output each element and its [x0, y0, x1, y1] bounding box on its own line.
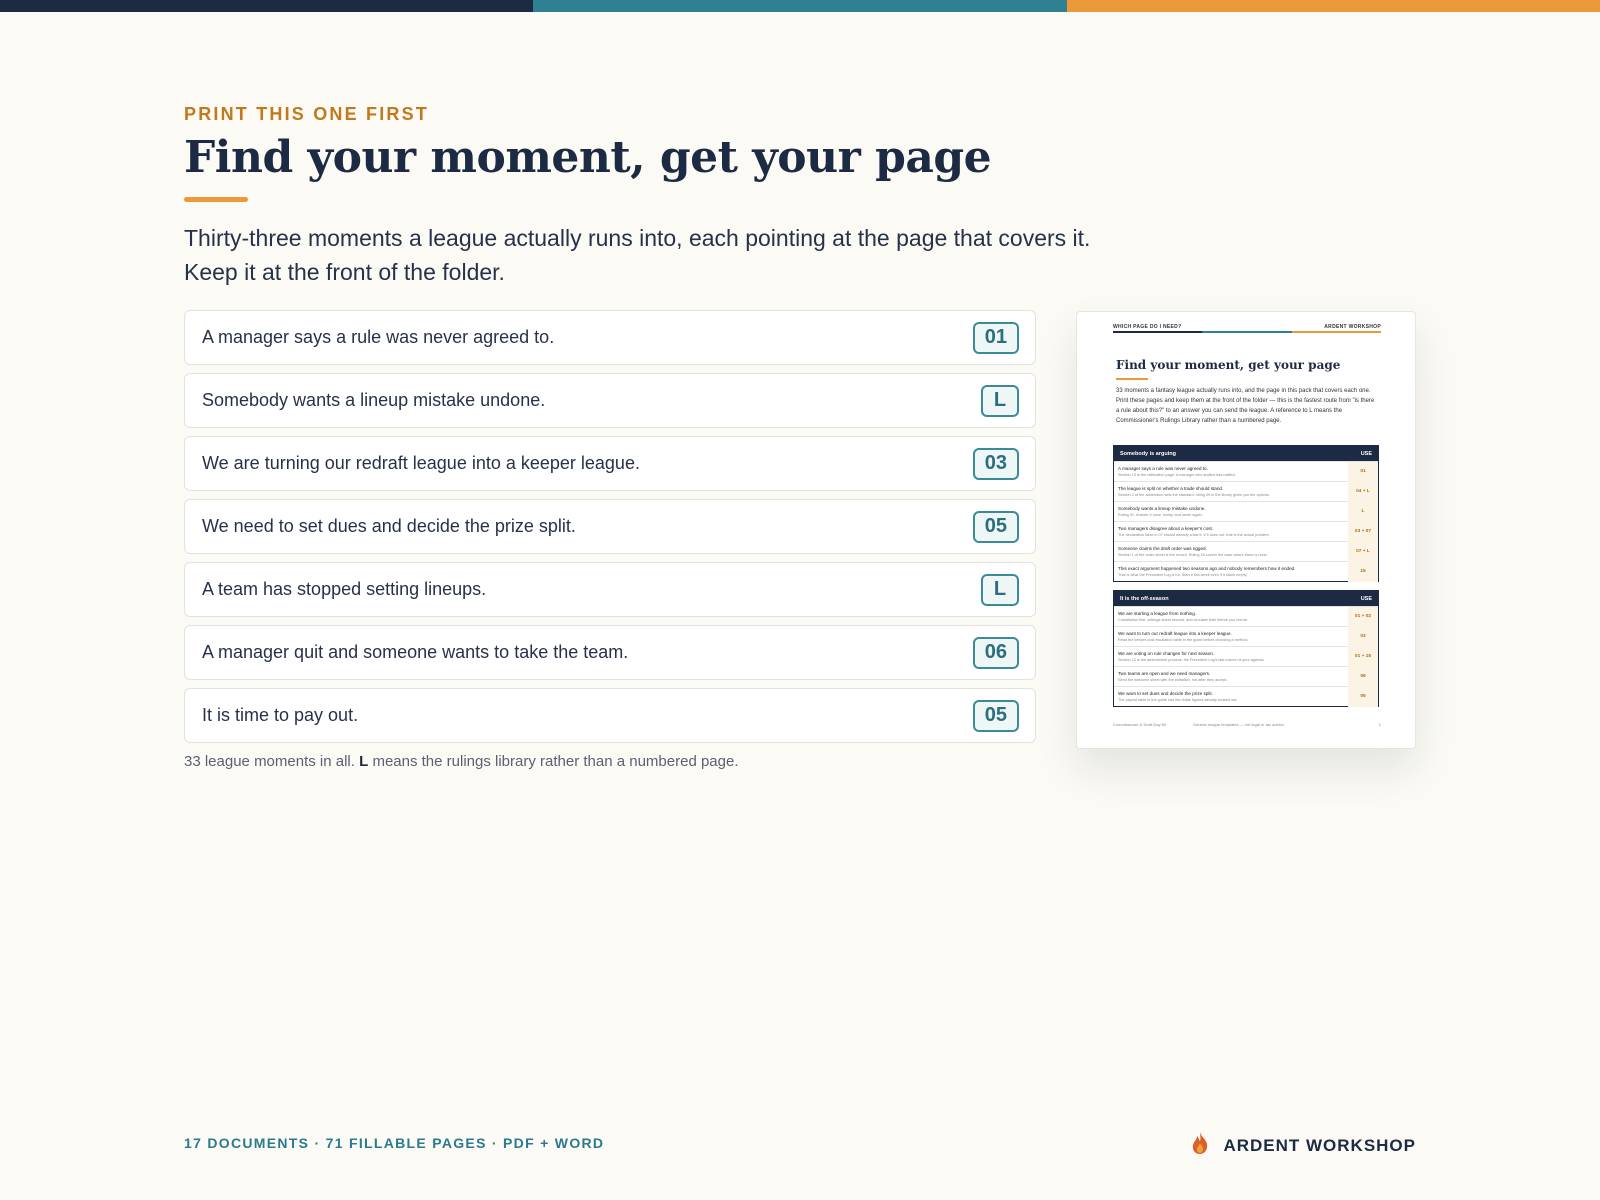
title-underline — [184, 197, 248, 202]
preview-row-use: 01 + 02 — [1348, 607, 1378, 627]
preview-use-label: USE — [1360, 450, 1372, 457]
footnote-prefix: 33 league moments in all. — [184, 753, 355, 770]
table-row — [1114, 481, 1378, 501]
list-footnote — [184, 753, 739, 770]
preview-row-use: 03 + 07 — [1348, 522, 1378, 542]
preview-row-main: Two teams are open and we need managers. — [1118, 671, 1211, 676]
table-row — [1114, 606, 1378, 626]
moments-list — [184, 310, 1036, 751]
moment-text: We need to set dues and decide the prize split. — [202, 516, 576, 536]
page-ref-badge: 05 — [973, 511, 1019, 543]
table-row — [1114, 626, 1378, 646]
preview-row-main: We are starting a league from nothing. — [1118, 611, 1197, 616]
brand-name: ARDENT WORKSHOP — [1223, 1135, 1416, 1155]
table-row — [1114, 541, 1378, 561]
preview-row-main: Two managers disagree about a keeper's cost. — [1118, 526, 1214, 531]
preview-row-sub: The payout table in the guide has the dollar figures already worked out. — [1118, 698, 1238, 702]
preview-row-main: We want to turn our redraft league into a keeper league. — [1118, 631, 1232, 636]
preview-table-arguing — [1113, 445, 1379, 582]
preview-row-sub: Section 2 of the addendum sets the standard; ruling 09 in the library gives you the options. — [1118, 493, 1270, 497]
preview-row-main: We are voting on rule changes for next season. — [1118, 651, 1215, 656]
preview-row-use: 15 — [1348, 562, 1378, 582]
page-title: Find your moment, get your page — [184, 132, 992, 183]
page-ref-badge: L — [981, 385, 1019, 417]
preview-use-label: USE — [1360, 595, 1372, 602]
preview-row-use: 04 + L — [1348, 482, 1378, 502]
preview-title: Find your moment, get your page — [1116, 358, 1341, 372]
preview-row-use: 05 — [1348, 687, 1378, 707]
preview-section-title: It is the off-season — [1120, 595, 1169, 602]
preview-table-heading — [1114, 446, 1378, 461]
moment-text: A manager says a rule was never agreed to. — [202, 327, 555, 347]
page-ref-badge: 05 — [973, 700, 1019, 732]
preview-row-use: 03 — [1348, 627, 1378, 647]
preview-row-sub: Section 12 is the amendment process; the Precedent Log's last column is your agenda. — [1118, 658, 1265, 662]
moment-text: It is time to pay out. — [202, 705, 359, 725]
table-row — [1114, 561, 1378, 581]
preview-row-main: We want to set dues and decide the prize split. — [1118, 691, 1213, 696]
preview-footer-disclaimer: Generic league templates — not legal or tax advice. — [1193, 722, 1285, 727]
list-item — [184, 436, 1036, 491]
footer-document-count: 17 DOCUMENTS · 71 FILLABLE PAGES · PDF + WORD — [184, 1135, 605, 1151]
preview-row-main: Somebody wants a lineup mistake undone. — [1118, 506, 1206, 511]
page-ref-badge: 06 — [973, 637, 1019, 669]
preview-row-use: 01 + 15 — [1348, 647, 1378, 667]
preview-table-heading — [1114, 591, 1378, 606]
preview-row-use: 07 + L — [1348, 542, 1378, 562]
preview-section-title: Somebody is arguing — [1120, 450, 1176, 457]
table-row — [1114, 666, 1378, 686]
preview-row-main: The league is split on whether a trade should stand. — [1118, 486, 1224, 491]
moment-text: Somebody wants a lineup mistake undone. — [202, 390, 546, 410]
intro-line-2: Keep it at the front of the folder. — [184, 259, 505, 285]
brand-lockup — [1189, 1131, 1416, 1160]
intro-line-1: Thirty-three moments a league actually runs into, each pointing at the page that covers it. — [184, 225, 1091, 251]
preview-intro: 33 moments a fantasy league actually runs into, and the page in this pack that covers each one. Print these pages and keep them at the front of the folder — this is the fastest route from "is there a rule about this?" to an answer you can send the league. A reference to L means the Commissioner's Rulings Library rather than a numbered page. — [1116, 388, 1375, 424]
preview-row-sub: The declaration table in 07 should already show it. If it does not, that is the actual problem. — [1118, 533, 1270, 537]
top-color-bar — [0, 0, 1600, 12]
table-row — [1114, 646, 1378, 666]
page-ref-badge: L — [981, 574, 1019, 606]
table-row — [1114, 521, 1378, 541]
page-preview-thumbnail — [1076, 311, 1416, 749]
table-row — [1114, 461, 1378, 481]
preview-table-offseason — [1113, 590, 1379, 707]
footnote-key: L — [359, 753, 369, 770]
preview-row-main: Someone claims the draft order was rigged. — [1118, 546, 1207, 551]
moment-text: We are turning our redraft league into a keeper league. — [202, 453, 640, 473]
preview-row-use: 06 — [1348, 667, 1378, 687]
list-item — [184, 373, 1036, 428]
preview-row-sub: Read the keeper-cost escalation table in the guide before choosing a method. — [1118, 638, 1249, 642]
preview-row-sub: Send the welcome sheet with the invitation, not after they accept. — [1118, 678, 1228, 682]
preview-row-main: A manager says a rule was never agreed to. — [1118, 466, 1208, 471]
preview-color-bar — [1113, 331, 1381, 333]
table-row — [1114, 501, 1378, 521]
preview-footer — [1113, 722, 1381, 727]
preview-row-use: L — [1348, 502, 1378, 522]
preview-title-underline — [1116, 378, 1148, 380]
page-ref-badge: 01 — [973, 322, 1019, 354]
table-row — [1114, 686, 1378, 706]
list-item — [184, 625, 1036, 680]
list-item — [184, 688, 1036, 743]
page-ref-badge: 03 — [973, 448, 1019, 480]
preview-row-sub: Section 13 is the ratification page. A manager who drafted has ratified. — [1118, 473, 1236, 477]
list-item — [184, 499, 1036, 554]
preview-header — [1113, 324, 1381, 330]
eyebrow-label: PRINT THIS ONE FIRST — [184, 104, 430, 124]
preview-row-sub: Section 1 of the order sheet is the record. Ruling 16 covers the case where there is none. — [1118, 553, 1268, 557]
preview-page-number: 1 — [1378, 722, 1381, 727]
preview-row-sub: Ruling 01. Answer it once, kindly, and never again. — [1118, 513, 1203, 517]
list-item — [184, 310, 1036, 365]
intro-text — [184, 221, 1184, 289]
list-item — [184, 562, 1036, 617]
preview-row-main: This exact argument happened two seasons ago and nobody remembers how it ended. — [1118, 566, 1296, 571]
moment-text: A team has stopped setting lineups. — [202, 579, 487, 599]
preview-row-sub: That is what the Precedent Log is for. Start it this week even if it starts empty. — [1118, 573, 1248, 577]
preview-row-sub: Constitution first, settings sheet second, and circulate both before you recruit. — [1118, 618, 1248, 622]
footnote-suffix: means the rulings library rather than a numbered page. — [372, 753, 739, 770]
moment-text: A manager quit and someone wants to take the team. — [202, 642, 629, 662]
preview-top-right: ARDENT WORKSHOP — [1324, 324, 1381, 330]
preview-footer-left: Commissioner & Draft-Day Kit — [1113, 722, 1167, 727]
preview-top-left: WHICH PAGE DO I NEED? — [1113, 324, 1182, 330]
preview-row-use: 01 — [1348, 462, 1378, 482]
flame-icon — [1189, 1131, 1211, 1160]
